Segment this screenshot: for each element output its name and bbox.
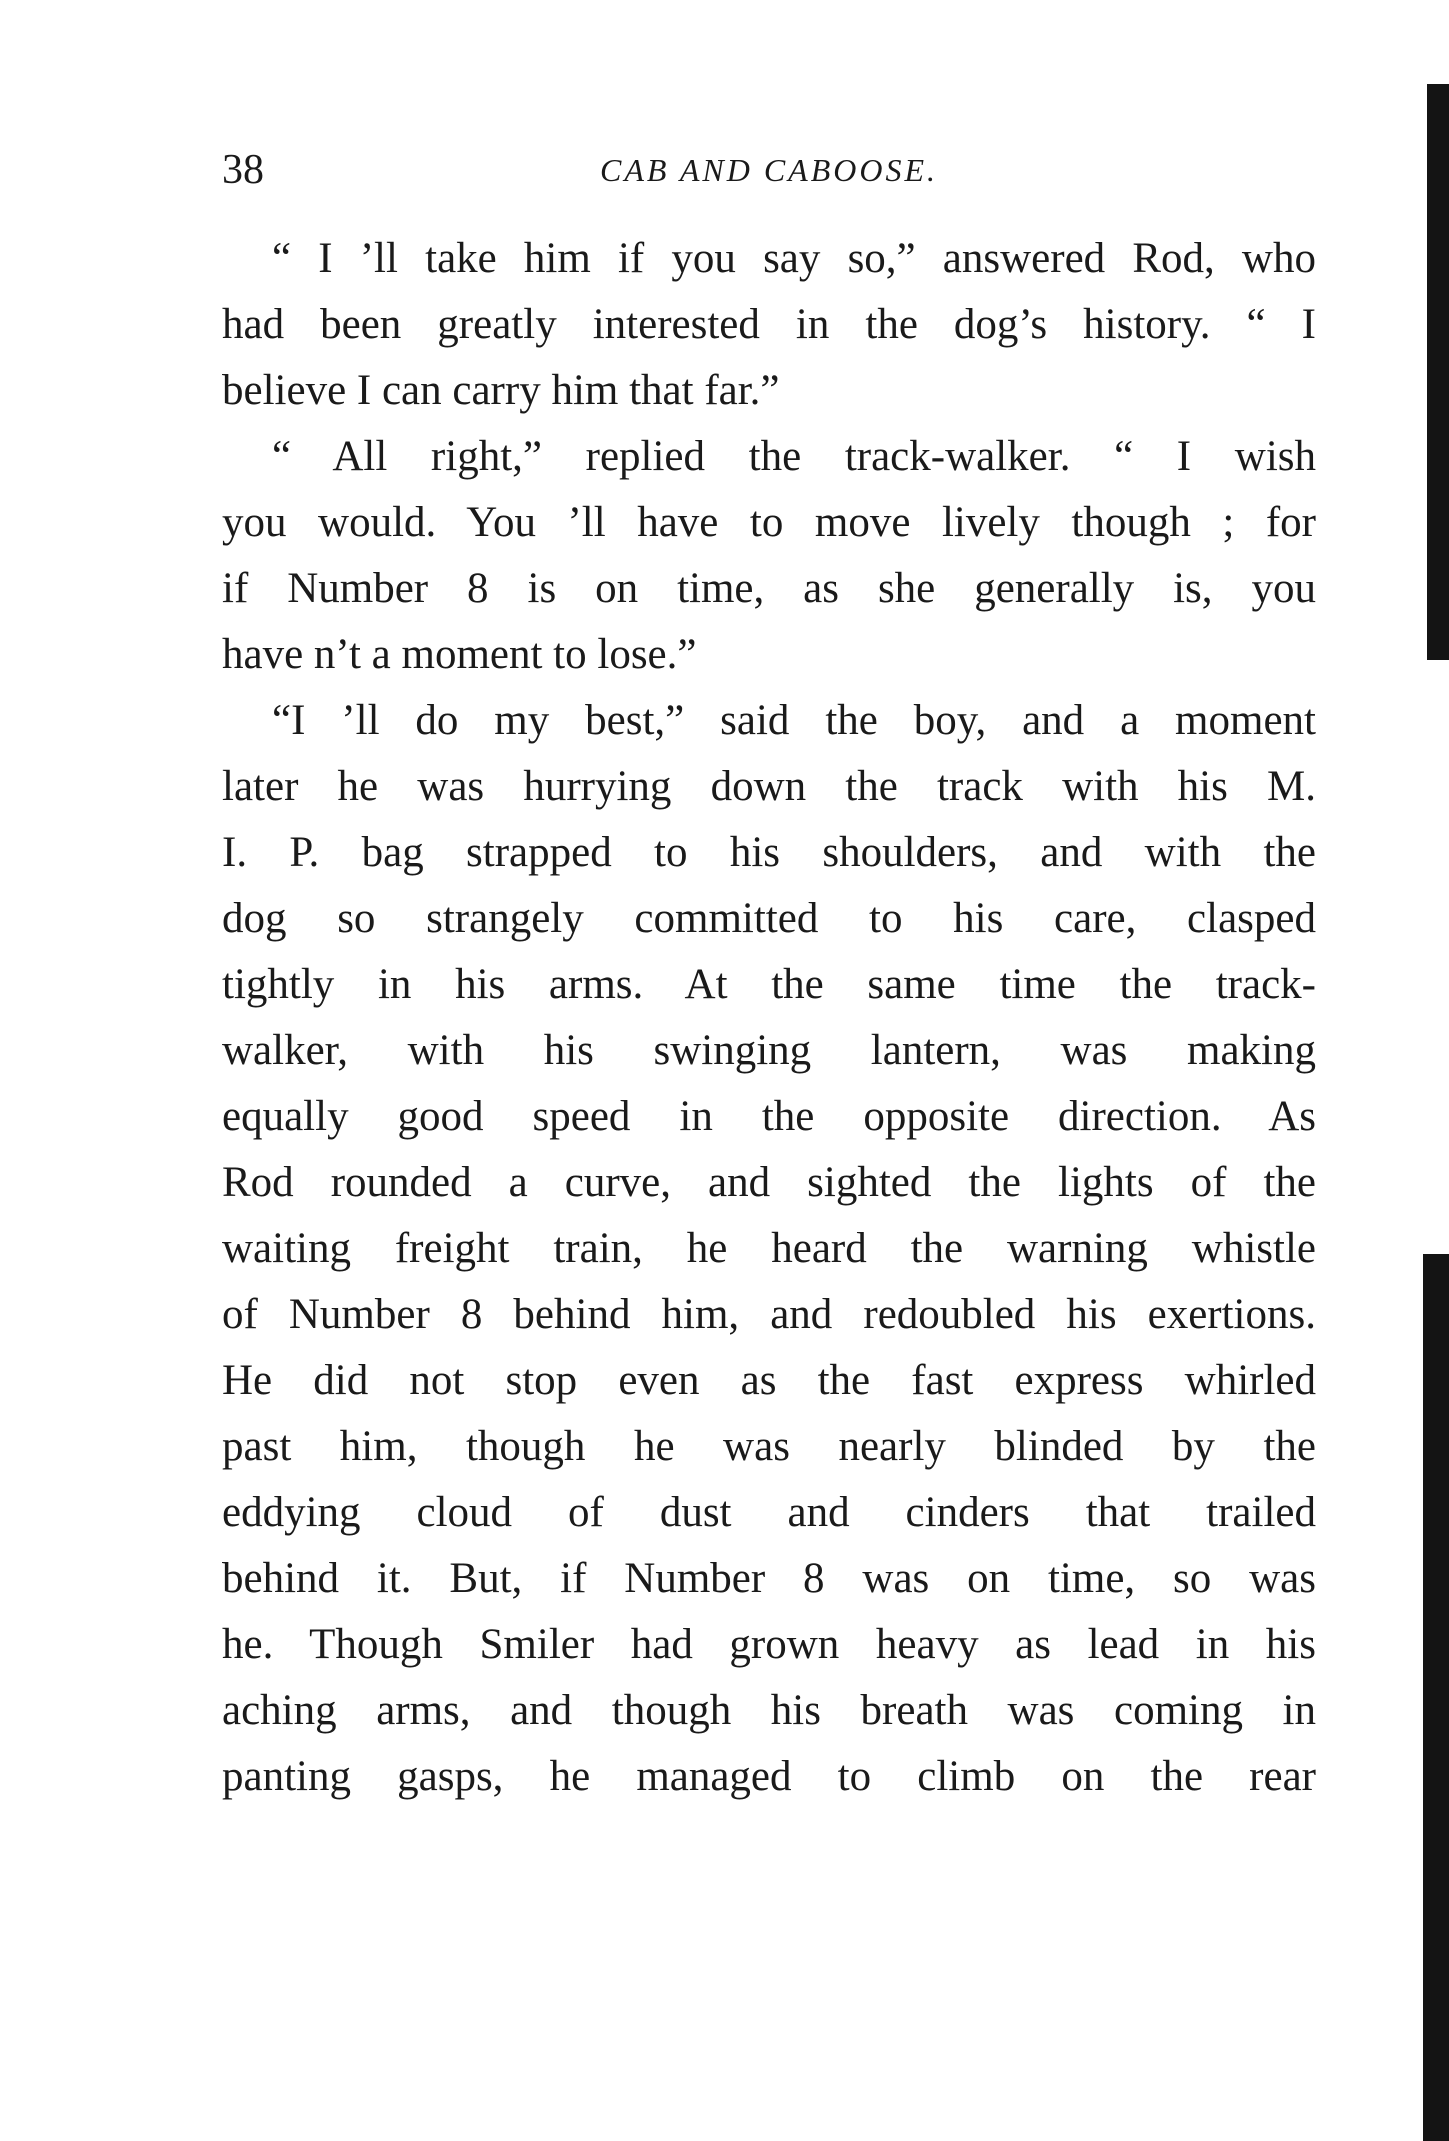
page-header [222, 140, 1316, 200]
text-line: he. Though Smiler had grown heavy as lead in his [222, 1621, 1316, 1668]
text-line: walker, with his swinging lantern, was making [222, 1027, 1316, 1074]
text-line: past him, though he was nearly blinded by the [222, 1423, 1316, 1470]
text-line: have n’t a moment to lose.” [222, 631, 697, 678]
text-line: had been greatly interested in the dog’s history. “ I [222, 301, 1316, 348]
text-line: dog so strangely committed to his care, clasped [222, 895, 1316, 942]
text-line: eddying cloud of dust and cinders that trailed [222, 1489, 1316, 1536]
text-line: of Number 8 behind him, and redoubled his exertions. [222, 1291, 1316, 1338]
text-line: equally good speed in the opposite direction. As [222, 1093, 1316, 1140]
text-line: panting gasps, he managed to climb on the rear [222, 1753, 1316, 1800]
text-line: tightly in his arms. At the same time the track- [222, 961, 1316, 1008]
text-line: He did not stop even as the fast express whirled [222, 1357, 1316, 1404]
running-head: CAB AND CABOOSE. [599, 152, 939, 188]
text-line: later he was hurrying down the track with his M. [222, 763, 1316, 810]
page-number: 38 [222, 147, 264, 193]
text-line: if Number 8 is on time, as she generally is, you [222, 565, 1316, 612]
text-line: I. P. bag strapped to his shoulders, and with the [222, 829, 1316, 876]
text-line: “ All right,” replied the track-walker. “ I wish [272, 433, 1316, 480]
page-edge-shadow-top [1427, 84, 1449, 660]
text-line: believe I can carry him that far.” [222, 367, 780, 414]
page-edge-shadow-bottom [1423, 1254, 1449, 2141]
text-line: aching arms, and though his breath was coming in [222, 1687, 1316, 1734]
text-line: “I ’ll do my best,” said the boy, and a moment [272, 697, 1316, 744]
text-line: waiting freight train, he heard the warning whistle [222, 1225, 1316, 1272]
text-line: you would. You ’ll have to move lively though ; for [222, 499, 1316, 546]
text-line: behind it. But, if Number 8 was on time, so was [222, 1555, 1316, 1602]
text-line: Rod rounded a curve, and sighted the lights of the [222, 1159, 1316, 1206]
text-line: “ I ’ll take him if you say so,” answered Rod, who [272, 235, 1316, 282]
body-text [222, 226, 1316, 1810]
